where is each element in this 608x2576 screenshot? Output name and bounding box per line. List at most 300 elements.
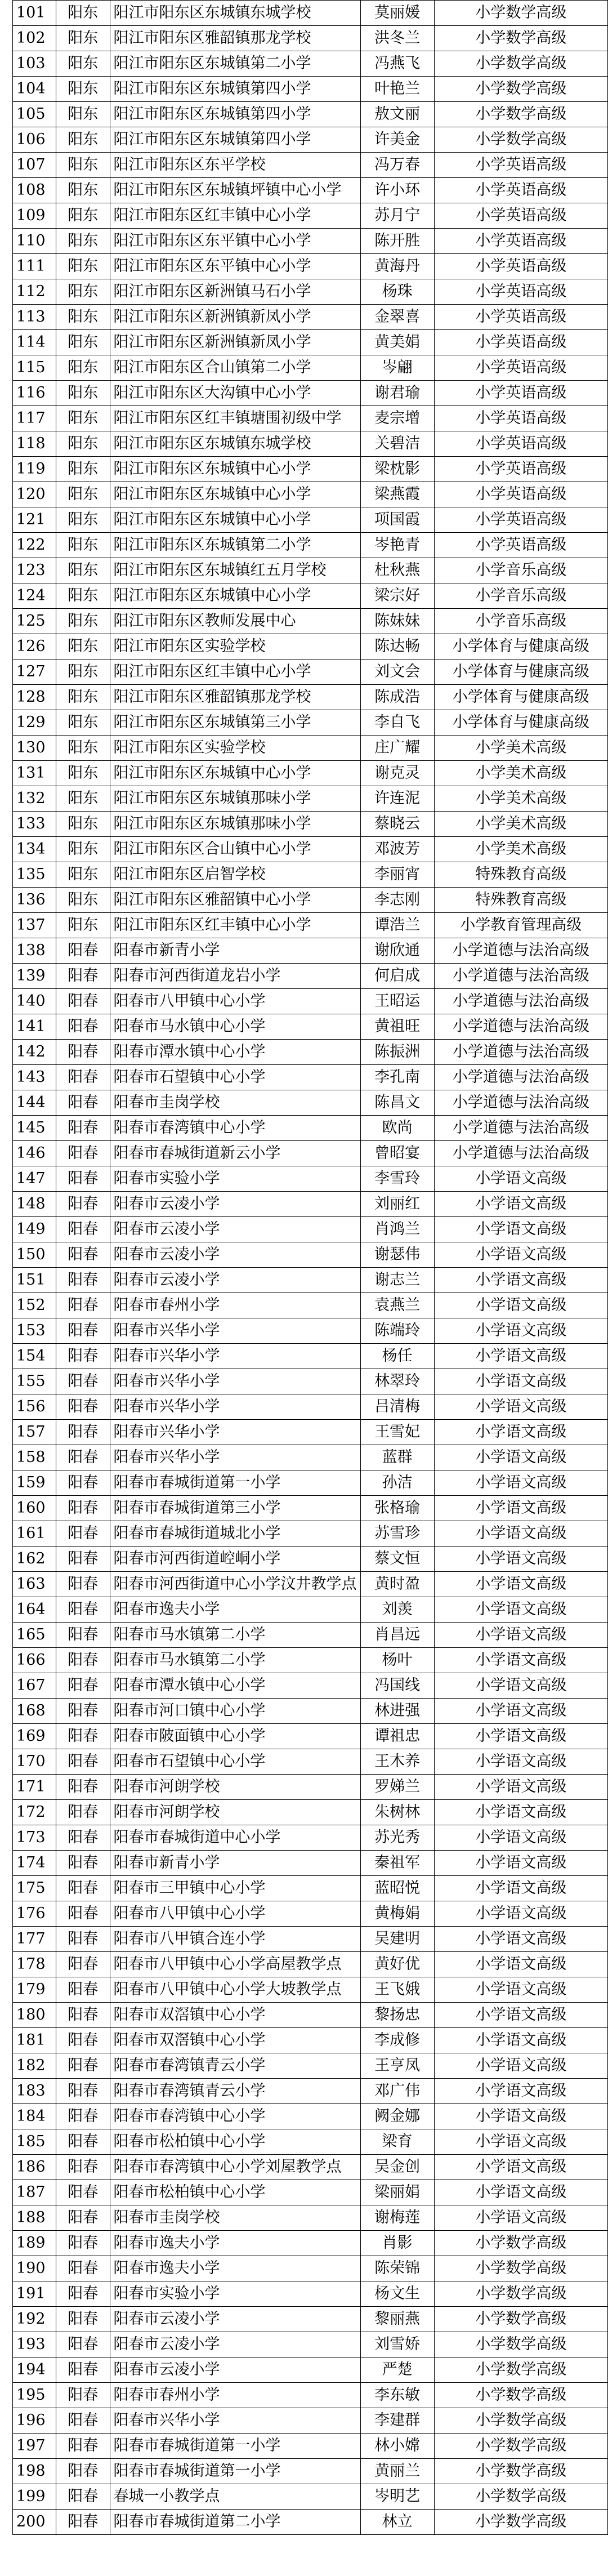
school-name-cell: 阳春市春城街道城北小学 <box>110 1521 360 1547</box>
table-row <box>13 913 608 938</box>
table-row <box>13 812 608 837</box>
title-level-cell: 小学英语高级 <box>434 355 607 381</box>
table-row <box>13 1749 608 1775</box>
table-row <box>13 355 608 381</box>
school-name-cell: 阳春市兴华小学 <box>110 1318 360 1344</box>
district-cell: 阳春 <box>56 2434 110 2459</box>
row-number-cell: 162 <box>13 1547 56 1572</box>
teacher-name-cell: 王昭运 <box>360 989 434 1014</box>
table-row <box>13 2484 608 2510</box>
district-cell: 阳东 <box>56 381 110 406</box>
school-name-cell: 阳春市云凌小学 <box>110 2307 360 2332</box>
table-row <box>13 1318 608 1344</box>
row-number-cell: 167 <box>13 1673 56 1699</box>
teacher-name-cell: 陈端玲 <box>360 1318 434 1344</box>
teacher-name-cell: 许美金 <box>360 127 434 153</box>
table-row <box>13 1141 608 1166</box>
roster-table-body <box>13 1 608 2535</box>
row-number-cell: 169 <box>13 1724 56 1749</box>
district-cell: 阳春 <box>56 1572 110 1597</box>
row-number-cell: 180 <box>13 2003 56 2028</box>
table-row <box>13 1800 608 1825</box>
district-cell: 阳春 <box>56 2332 110 2357</box>
title-level-cell: 小学语文高级 <box>434 2205 607 2231</box>
school-name-cell: 阳春市兴华小学 <box>110 1344 360 1369</box>
district-cell: 阳春 <box>56 1699 110 1724</box>
district-cell: 阳春 <box>56 2053 110 2079</box>
school-name-cell: 阳春市马水镇中心小学 <box>110 1014 360 1040</box>
school-name-cell: 阳江市阳东区东城镇第二小学 <box>110 51 360 77</box>
teacher-name-cell: 邓波芳 <box>360 837 434 862</box>
school-name-cell: 阳春市春城街道第一小学 <box>110 1470 360 1496</box>
school-name-cell: 阳春市兴华小学 <box>110 2408 360 2434</box>
district-cell: 阳东 <box>56 431 110 457</box>
row-number-cell: 156 <box>13 1394 56 1420</box>
teacher-name-cell: 蔡晓云 <box>360 812 434 837</box>
title-level-cell: 小学语文高级 <box>434 2053 607 2079</box>
title-level-cell: 小学语文高级 <box>434 1749 607 1775</box>
table-row <box>13 1496 608 1521</box>
district-cell: 阳春 <box>56 2510 110 2535</box>
row-number-cell: 122 <box>13 533 56 558</box>
row-number-cell: 116 <box>13 381 56 406</box>
school-name-cell: 阳江市阳东区东城镇第二小学 <box>110 533 360 558</box>
table-row <box>13 26 608 51</box>
school-name-cell: 阳春市实验小学 <box>110 1166 360 1192</box>
table-row <box>13 2231 608 2256</box>
district-cell: 阳春 <box>56 1470 110 1496</box>
table-row <box>13 2256 608 2281</box>
district-cell: 阳春 <box>56 1090 110 1116</box>
teacher-name-cell: 张格瑜 <box>360 1496 434 1521</box>
roster-table <box>12 0 608 2535</box>
title-level-cell: 小学英语高级 <box>434 279 607 305</box>
table-row <box>13 964 608 989</box>
teacher-name-cell: 金翠喜 <box>360 305 434 330</box>
row-number-cell: 103 <box>13 51 56 77</box>
title-level-cell: 小学语文高级 <box>434 2079 607 2104</box>
teacher-name-cell: 庄广耀 <box>360 736 434 761</box>
teacher-name-cell: 苏雪珍 <box>360 1521 434 1547</box>
teacher-name-cell: 谢志兰 <box>360 1268 434 1293</box>
title-level-cell: 小学美术高级 <box>434 736 607 761</box>
district-cell: 阳春 <box>56 1851 110 1876</box>
school-name-cell: 阳江市阳东区东平镇中心小学 <box>110 229 360 254</box>
district-cell: 阳东 <box>56 507 110 533</box>
district-cell: 阳春 <box>56 1369 110 1394</box>
table-row <box>13 2281 608 2307</box>
table-row <box>13 2155 608 2180</box>
school-name-cell: 阳春市春城街道第三小学 <box>110 1496 360 1521</box>
title-level-cell: 小学数学高级 <box>434 51 607 77</box>
teacher-name-cell: 曾昭宴 <box>360 1141 434 1166</box>
teacher-name-cell: 林翠玲 <box>360 1369 434 1394</box>
school-name-cell: 阳春市八甲镇合连小学 <box>110 1927 360 1952</box>
school-name-cell: 阳春市河西街道龙岩小学 <box>110 964 360 989</box>
school-name-cell: 阳江市阳东区实验学校 <box>110 736 360 761</box>
district-cell: 阳东 <box>56 761 110 786</box>
teacher-name-cell: 王雪妃 <box>360 1420 434 1445</box>
row-number-cell: 154 <box>13 1344 56 1369</box>
title-level-cell: 小学语文高级 <box>434 2180 607 2205</box>
table-row <box>13 1293 608 1318</box>
school-name-cell: 阳春市八甲镇中心小学 <box>110 989 360 1014</box>
table-row <box>13 229 608 254</box>
row-number-cell: 128 <box>13 685 56 710</box>
title-level-cell: 小学语文高级 <box>434 1977 607 2003</box>
title-level-cell: 小学数学高级 <box>434 127 607 153</box>
row-number-cell: 195 <box>13 2383 56 2408</box>
table-row <box>13 2434 608 2459</box>
teacher-name-cell: 关碧洁 <box>360 431 434 457</box>
district-cell: 阳东 <box>56 102 110 127</box>
school-name-cell: 阳春市云凌小学 <box>110 2357 360 2383</box>
teacher-name-cell: 黎扬忠 <box>360 2003 434 2028</box>
title-level-cell: 小学英语高级 <box>434 178 607 203</box>
teacher-name-cell: 陈妹妹 <box>360 609 434 634</box>
district-cell: 阳春 <box>56 1420 110 1445</box>
title-level-cell: 小学道德与法治高级 <box>434 1040 607 1065</box>
district-cell: 阳东 <box>56 862 110 888</box>
district-cell: 阳东 <box>56 837 110 862</box>
school-name-cell: 阳春市新青小学 <box>110 938 360 964</box>
table-row <box>13 153 608 178</box>
teacher-name-cell: 岑明艺 <box>360 2484 434 2510</box>
title-level-cell: 小学道德与法治高级 <box>434 938 607 964</box>
table-row <box>13 1344 608 1369</box>
table-row <box>13 1040 608 1065</box>
row-number-cell: 164 <box>13 1597 56 1623</box>
school-name-cell: 阳江市阳东区东城镇东城学校 <box>110 1 360 26</box>
row-number-cell: 182 <box>13 2053 56 2079</box>
row-number-cell: 151 <box>13 1268 56 1293</box>
title-level-cell: 小学语文高级 <box>434 1521 607 1547</box>
row-number-cell: 189 <box>13 2231 56 2256</box>
table-row <box>13 482 608 507</box>
teacher-name-cell: 李志刚 <box>360 888 434 913</box>
teacher-name-cell: 黄祖旺 <box>360 1014 434 1040</box>
table-row <box>13 279 608 305</box>
school-name-cell: 阳春市春城街道第二小学 <box>110 2510 360 2535</box>
school-name-cell: 阳江市阳东区东城镇坪镇中心小学 <box>110 178 360 203</box>
district-cell: 阳春 <box>56 1014 110 1040</box>
district-cell: 阳春 <box>56 1673 110 1699</box>
table-row <box>13 1724 608 1749</box>
teacher-name-cell: 黄好优 <box>360 1952 434 1977</box>
school-name-cell: 阳春市石望镇中心小学 <box>110 1749 360 1775</box>
title-level-cell: 小学语文高级 <box>434 2028 607 2053</box>
teacher-name-cell: 黎丽燕 <box>360 2307 434 2332</box>
teacher-name-cell: 李东敏 <box>360 2383 434 2408</box>
school-name-cell: 阳春市兴华小学 <box>110 1394 360 1420</box>
title-level-cell: 小学语文高级 <box>434 1699 607 1724</box>
row-number-cell: 123 <box>13 558 56 583</box>
district-cell: 阳春 <box>56 1116 110 1141</box>
district-cell: 阳春 <box>56 1952 110 1977</box>
school-name-cell: 阳春市兴华小学 <box>110 1369 360 1394</box>
table-row <box>13 1521 608 1547</box>
table-row <box>13 1597 608 1623</box>
row-number-cell: 171 <box>13 1775 56 1800</box>
row-number-cell: 185 <box>13 2129 56 2155</box>
school-name-cell: 阳江市阳东区实验学校 <box>110 634 360 659</box>
table-row <box>13 2510 608 2535</box>
teacher-name-cell: 麦宗增 <box>360 406 434 431</box>
row-number-cell: 139 <box>13 964 56 989</box>
title-level-cell: 小学语文高级 <box>434 1825 607 1851</box>
table-row <box>13 102 608 127</box>
table-row <box>13 2028 608 2053</box>
title-level-cell: 小学英语高级 <box>434 457 607 482</box>
teacher-name-cell: 黄美娟 <box>360 330 434 355</box>
table-row <box>13 457 608 482</box>
school-name-cell: 阳春市云凌小学 <box>110 1268 360 1293</box>
title-level-cell: 小学体育与健康高级 <box>434 710 607 736</box>
title-level-cell: 小学数学高级 <box>434 2484 607 2510</box>
school-name-cell: 阳春市八甲镇中心小学 <box>110 1901 360 1927</box>
teacher-name-cell: 吕清梅 <box>360 1394 434 1420</box>
table-row <box>13 178 608 203</box>
title-level-cell: 小学道德与法治高级 <box>434 1014 607 1040</box>
teacher-name-cell: 李孔南 <box>360 1065 434 1090</box>
row-number-cell: 133 <box>13 812 56 837</box>
school-name-cell: 阳春市新青小学 <box>110 1851 360 1876</box>
school-name-cell: 阳春市松柏镇中心小学 <box>110 2129 360 2155</box>
row-number-cell: 152 <box>13 1293 56 1318</box>
title-level-cell: 小学数学高级 <box>434 1 607 26</box>
row-number-cell: 190 <box>13 2256 56 2281</box>
teacher-name-cell: 许连泥 <box>360 786 434 812</box>
district-cell: 阳春 <box>56 2357 110 2383</box>
school-name-cell: 阳江市阳东区合山镇中心小学 <box>110 837 360 862</box>
teacher-name-cell: 刘羡 <box>360 1597 434 1623</box>
table-row <box>13 1192 608 1217</box>
row-number-cell: 158 <box>13 1445 56 1470</box>
table-row <box>13 837 608 862</box>
row-number-cell: 118 <box>13 431 56 457</box>
title-level-cell: 小学数学高级 <box>434 2459 607 2484</box>
school-name-cell: 阳春市春湾镇中心小学 <box>110 1116 360 1141</box>
school-name-cell: 阳江市阳东区东城镇中心小学 <box>110 583 360 609</box>
title-level-cell: 小学语文高级 <box>434 1242 607 1268</box>
row-number-cell: 184 <box>13 2104 56 2129</box>
title-level-cell: 小学道德与法治高级 <box>434 964 607 989</box>
district-cell: 阳春 <box>56 2079 110 2104</box>
teacher-name-cell: 黄梅娟 <box>360 1901 434 1927</box>
teacher-name-cell: 蔡文恒 <box>360 1547 434 1572</box>
title-level-cell: 小学语文高级 <box>434 1876 607 1901</box>
title-level-cell: 小学数学高级 <box>434 2256 607 2281</box>
school-name-cell: 阳春市双滘镇中心小学 <box>110 2028 360 2053</box>
school-name-cell: 阳江市阳东区启智学校 <box>110 862 360 888</box>
row-number-cell: 138 <box>13 938 56 964</box>
school-name-cell: 阳春市河朗学校 <box>110 1800 360 1825</box>
district-cell: 阳东 <box>56 355 110 381</box>
teacher-name-cell: 林立 <box>360 2510 434 2535</box>
teacher-name-cell: 谢君瑜 <box>360 381 434 406</box>
table-row <box>13 1952 608 1977</box>
row-number-cell: 136 <box>13 888 56 913</box>
table-row <box>13 1977 608 2003</box>
table-row <box>13 1 608 26</box>
title-level-cell: 小学道德与法治高级 <box>434 1065 607 1090</box>
table-row <box>13 786 608 812</box>
district-cell: 阳春 <box>56 1749 110 1775</box>
title-level-cell: 小学语文高级 <box>434 1927 607 1952</box>
teacher-name-cell: 岑艳青 <box>360 533 434 558</box>
teacher-name-cell: 袁燕兰 <box>360 1293 434 1318</box>
teacher-name-cell: 黄时盈 <box>360 1572 434 1597</box>
title-level-cell: 小学语文高级 <box>434 1192 607 1217</box>
table-row <box>13 1394 608 1420</box>
school-name-cell: 阳春市春城街道第一小学 <box>110 2459 360 2484</box>
title-level-cell: 小学英语高级 <box>434 431 607 457</box>
district-cell: 阳春 <box>56 2129 110 2155</box>
teacher-name-cell: 严楚 <box>360 2357 434 2383</box>
row-number-cell: 142 <box>13 1040 56 1065</box>
row-number-cell: 197 <box>13 2434 56 2459</box>
district-cell: 阳东 <box>56 1 110 26</box>
district-cell: 阳春 <box>56 2205 110 2231</box>
school-name-cell: 阳江市阳东区红丰镇中心小学 <box>110 203 360 229</box>
teacher-name-cell: 黄海丹 <box>360 254 434 279</box>
table-row <box>13 1699 608 1724</box>
title-level-cell: 小学语文高级 <box>434 1851 607 1876</box>
title-level-cell: 小学语文高级 <box>434 1394 607 1420</box>
school-name-cell: 阳春市春湾镇青云小学 <box>110 2053 360 2079</box>
teacher-name-cell: 李丽宵 <box>360 862 434 888</box>
teacher-name-cell: 杨文生 <box>360 2281 434 2307</box>
district-cell: 阳春 <box>56 2104 110 2129</box>
row-number-cell: 200 <box>13 2510 56 2535</box>
table-row <box>13 2180 608 2205</box>
table-row <box>13 761 608 786</box>
table-row <box>13 2307 608 2332</box>
district-cell: 阳东 <box>56 913 110 938</box>
title-level-cell: 小学数学高级 <box>434 102 607 127</box>
district-cell: 阳春 <box>56 2484 110 2510</box>
school-name-cell: 阳江市阳东区新洲镇新凤小学 <box>110 305 360 330</box>
table-row <box>13 77 608 102</box>
teacher-name-cell: 谢梅莲 <box>360 2205 434 2231</box>
district-cell: 阳东 <box>56 659 110 685</box>
title-level-cell: 小学语文高级 <box>434 1420 607 1445</box>
row-number-cell: 168 <box>13 1699 56 1724</box>
district-cell: 阳东 <box>56 583 110 609</box>
teacher-name-cell: 洪冬兰 <box>360 26 434 51</box>
district-cell: 阳春 <box>56 1268 110 1293</box>
title-level-cell: 小学数学高级 <box>434 2231 607 2256</box>
teacher-name-cell: 欧尚 <box>360 1116 434 1141</box>
table-row <box>13 1090 608 1116</box>
school-name-cell: 阳春市双滘镇中心小学 <box>110 2003 360 2028</box>
table-row <box>13 1369 608 1394</box>
school-name-cell: 阳春市圭岗学校 <box>110 2205 360 2231</box>
teacher-name-cell: 项国霞 <box>360 507 434 533</box>
row-number-cell: 155 <box>13 1369 56 1394</box>
title-level-cell: 小学语文高级 <box>434 1344 607 1369</box>
table-row <box>13 1623 608 1648</box>
table-row <box>13 2383 608 2408</box>
table-row <box>13 1648 608 1673</box>
school-name-cell: 阳春市逸夫小学 <box>110 1597 360 1623</box>
school-name-cell: 阳江市阳东区东城镇那味小学 <box>110 812 360 837</box>
district-cell: 阳春 <box>56 1901 110 1927</box>
title-level-cell: 小学数学高级 <box>434 2357 607 2383</box>
school-name-cell: 阳春市兴华小学 <box>110 1445 360 1470</box>
row-number-cell: 166 <box>13 1648 56 1673</box>
row-number-cell: 196 <box>13 2408 56 2434</box>
district-cell: 阳春 <box>56 1065 110 1090</box>
teacher-name-cell: 林进强 <box>360 1699 434 1724</box>
row-number-cell: 144 <box>13 1090 56 1116</box>
table-row <box>13 1547 608 1572</box>
row-number-cell: 170 <box>13 1749 56 1775</box>
district-cell: 阳东 <box>56 710 110 736</box>
row-number-cell: 198 <box>13 2459 56 2484</box>
teacher-name-cell: 刘雪娇 <box>360 2332 434 2357</box>
row-number-cell: 101 <box>13 1 56 26</box>
school-name-cell: 阳春市云凌小学 <box>110 2332 360 2357</box>
school-name-cell: 阳春市逸夫小学 <box>110 2256 360 2281</box>
school-name-cell: 阳春市云凌小学 <box>110 1192 360 1217</box>
district-cell: 阳春 <box>56 2256 110 2281</box>
teacher-name-cell: 蓝昭悦 <box>360 1876 434 1901</box>
table-row <box>13 1445 608 1470</box>
school-name-cell: 阳江市阳东区东城镇中心小学 <box>110 761 360 786</box>
title-level-cell: 小学数学高级 <box>434 2408 607 2434</box>
school-name-cell: 阳江市阳东区东城镇第三小学 <box>110 710 360 736</box>
table-row <box>13 862 608 888</box>
district-cell: 阳春 <box>56 2180 110 2205</box>
table-row <box>13 2003 608 2028</box>
title-level-cell: 小学数学高级 <box>434 2307 607 2332</box>
table-row <box>13 431 608 457</box>
school-name-cell: 阳春市潭水镇中心小学 <box>110 1040 360 1065</box>
title-level-cell: 小学语文高级 <box>434 1724 607 1749</box>
title-level-cell: 小学语文高级 <box>434 2155 607 2180</box>
row-number-cell: 105 <box>13 102 56 127</box>
title-level-cell: 小学音乐高级 <box>434 609 607 634</box>
school-name-cell: 阳江市阳东区东城镇那味小学 <box>110 786 360 812</box>
school-name-cell: 阳江市阳东区雅韶镇那龙学校 <box>110 685 360 710</box>
school-name-cell: 阳春市马水镇第二小学 <box>110 1623 360 1648</box>
district-cell: 阳东 <box>56 482 110 507</box>
table-row <box>13 1470 608 1496</box>
table-row <box>13 558 608 583</box>
row-number-cell: 188 <box>13 2205 56 2231</box>
district-cell: 阳春 <box>56 1242 110 1268</box>
teacher-name-cell: 梁育 <box>360 2129 434 2155</box>
row-number-cell: 117 <box>13 406 56 431</box>
table-row <box>13 1927 608 1952</box>
district-cell: 阳东 <box>56 736 110 761</box>
row-number-cell: 111 <box>13 254 56 279</box>
school-name-cell: 阳江市阳东区东城镇中心小学 <box>110 457 360 482</box>
district-cell: 阳春 <box>56 938 110 964</box>
table-row <box>13 1851 608 1876</box>
district-cell: 阳春 <box>56 2155 110 2180</box>
table-row <box>13 634 608 659</box>
table-row <box>13 2104 608 2129</box>
teacher-name-cell: 冯燕飞 <box>360 51 434 77</box>
district-cell: 阳东 <box>56 609 110 634</box>
school-name-cell: 阳江市阳东区雅韶镇那龙学校 <box>110 26 360 51</box>
district-cell: 阳春 <box>56 989 110 1014</box>
school-name-cell: 阳江市阳东区东平镇中心小学 <box>110 254 360 279</box>
title-level-cell: 小学英语高级 <box>434 406 607 431</box>
title-level-cell: 小学英语高级 <box>434 153 607 178</box>
